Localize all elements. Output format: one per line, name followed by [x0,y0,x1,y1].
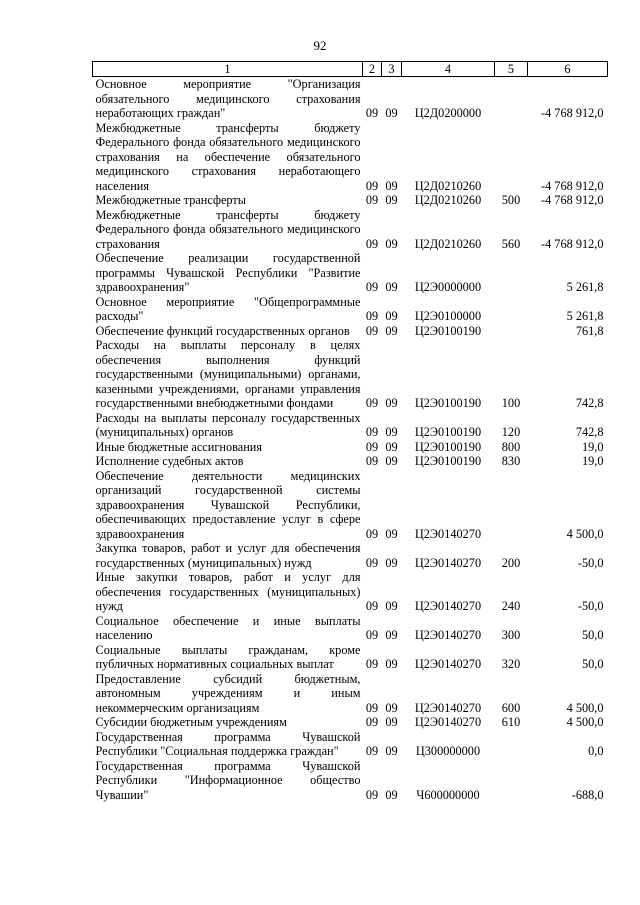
row-section: 09 [365,396,379,410]
row-name: Обеспечение функций государственных органов [95,323,350,338]
row-name: Иные бюджетные ассигнования [95,439,263,454]
row-target-code: Ч600000000 [416,787,480,802]
row-expense-type: 610 [501,715,521,729]
row-subsection: 09 [385,657,398,671]
row-subsection: 09 [385,323,398,338]
row-expense-type [495,730,528,759]
row-section: 09 [365,236,379,251]
row-expense-type: 600 [501,700,521,715]
row-section: 09 [365,106,379,120]
row-subsection: 09 [385,425,398,439]
row-subsection: 09 [385,715,398,729]
row-name: Государственная программа Чувашской Республики "Социальная поддержка граждан" [95,729,361,758]
table-row [93,614,608,643]
row-amount: 4 500,0 [566,700,604,715]
row-amount: -4 768 912,0 [540,106,604,120]
row-target-code: Ц2Д0200000 [414,106,482,120]
row-target-code: Ц2Э0140270 [414,628,482,642]
row-expense-type: 240 [501,599,521,613]
row-expense-type [495,759,528,803]
row-expense-type: 560 [501,236,521,251]
row-target-code: Ц2Э0140270 [414,599,482,613]
row-section: 09 [365,700,379,715]
row-name: Социальное обеспечение и иные выплаты населению [95,613,361,642]
row-target-code: Ц2Э0140270 [414,526,482,541]
table-row [93,469,608,542]
table-row [93,643,608,672]
row-subsection: 09 [385,439,398,454]
table-row [93,121,608,194]
row-target-code: Ц2Э0140270 [414,700,482,715]
row-subsection: 09 [385,628,398,642]
row-target-code: Ц300000000 [415,744,481,758]
row-subsection: 09 [385,744,398,758]
row-name: Основное мероприятие "Организация обязательного медицинского страхования неработающих граждан" [95,77,361,120]
row-name: Межбюджетные трансферты бюджету Федерального фонда обязательного медицинского страхования [95,207,361,251]
row-subsection: 09 [385,178,398,193]
row-name: Иные закупки товаров, работ и услуг для обеспечения государственных (муниципальных) нужд [95,570,361,613]
row-section: 09 [365,323,379,338]
row-expense-type: 320 [501,657,521,671]
row-amount: -688,0 [571,787,604,802]
row-amount: 761,8 [575,323,604,338]
row-expense-type [495,295,528,324]
row-amount: -50,0 [577,599,604,613]
table-row [93,440,608,455]
table-row [93,541,608,570]
row-target-code: Ц2Д0210260 [414,178,482,193]
table-header [93,62,608,77]
header-col-5: 5 [495,62,528,77]
header-col-3: 3 [382,62,402,77]
row-section: 09 [365,599,379,613]
row-section: 09 [365,193,379,207]
row-subsection: 09 [385,396,398,410]
row-expense-type: 300 [501,628,521,642]
table-row [93,77,608,121]
row-amount: -4 768 912,0 [540,236,604,251]
row-name: Государственная программа Чувашской Республики "Информационное общество Чувашии" [95,758,361,802]
header-col-1: 1 [93,62,363,77]
row-section: 09 [365,309,379,323]
row-amount: 50,0 [581,628,604,642]
page-number: 92 [313,38,327,53]
table-row [93,295,608,324]
row-section: 09 [365,628,379,642]
row-section: 09 [365,178,379,193]
row-target-code: Ц2Э0100190 [414,396,482,410]
row-amount: 5 261,8 [566,309,604,323]
row-name: Межбюджетные трансферты [95,193,247,207]
row-expense-type: 830 [501,454,521,468]
table-row [93,324,608,339]
row-amount: -4 768 912,0 [540,193,604,207]
row-expense-type [495,469,528,542]
table-row [93,208,608,252]
row-subsection: 09 [385,454,398,468]
table-row [93,454,608,469]
header-col-6: 6 [528,62,608,77]
row-target-code: Ц2Э0100000 [414,309,482,323]
header-col-2: 2 [363,62,382,77]
row-expense-type [495,324,528,339]
row-target-code: Ц2Э0140270 [414,657,482,671]
row-section: 09 [365,555,379,570]
row-amount: 742,8 [575,425,604,439]
row-section: 09 [365,526,379,541]
row-name: Социальные выплаты гражданам, кроме публичных нормативных социальных выплат [95,642,361,671]
row-expense-type [495,77,528,121]
row-section: 09 [365,657,379,671]
row-expense-type: 500 [501,193,521,207]
row-amount: 5 261,8 [566,280,604,294]
row-name: Исполнение судебных актов [95,454,244,468]
row-name: Расходы на выплаты персоналу в целях обеспечения выполнения функций государственными (муниципальными) органами, казенными учреждениями, органами управления государственными внебюджетными фондами [95,338,361,410]
row-expense-type: 120 [501,425,521,439]
row-subsection: 09 [385,106,398,120]
row-name: Субсидии бюджетным учреждениям [95,715,287,729]
row-subsection: 09 [385,599,398,613]
table-row [93,715,608,730]
table-row [93,672,608,716]
row-subsection: 09 [385,193,398,207]
row-target-code: Ц2Э0140270 [414,715,482,729]
row-target-code: Ц2Д0210260 [414,193,482,207]
row-name: Расходы на выплаты персоналу государственных (муниципальных) органов [95,410,361,439]
row-subsection: 09 [385,309,398,323]
row-amount: 4 500,0 [566,526,604,541]
table-row [93,759,608,803]
row-expense-type: 200 [501,555,521,570]
row-name: Закупка товаров, работ и услуг для обеспечения государственных (муниципальных) нужд [95,541,361,570]
row-subsection: 09 [385,700,398,715]
row-section: 09 [365,787,379,802]
row-section: 09 [365,744,379,758]
row-expense-type: 100 [501,396,521,410]
table-row [93,411,608,440]
header-col-4: 4 [402,62,495,77]
budget-table [92,61,608,802]
row-target-code: Ц2Э0000000 [414,280,482,294]
row-amount: -4 768 912,0 [540,178,604,193]
row-name: Предоставление субсидий бюджетным, автономным учреждениям и иным некоммерческим организациям [95,671,361,715]
header-row [93,62,608,77]
row-name: Межбюджетные трансферты бюджету Федерального фонда обязательного медицинского страхования на обеспечение обязательного медицинского страхования неработающего населения [95,120,361,193]
table-row [93,193,608,208]
table-row [93,251,608,295]
row-target-code: Ц2Э0100190 [414,425,482,439]
row-target-code: Ц2Э0100190 [414,454,482,468]
row-amount: 0,0 [588,744,604,758]
table-body [93,77,608,803]
row-target-code: Ц2Э0100190 [414,439,482,454]
row-name: Обеспечение деятельности медицинских организаций государственной системы здравоохранения Чувашской Республики, обеспечивающих предоставление услуг в сфере здравоохранения [95,468,361,541]
row-name: Основное мероприятие "Общепрограммные расходы" [95,294,361,323]
row-subsection: 09 [385,526,398,541]
row-section: 09 [365,439,379,454]
table-row [93,570,608,614]
row-section: 09 [365,280,379,294]
row-subsection: 09 [385,787,398,802]
row-target-code: Ц2Д0210260 [414,236,482,251]
row-expense-type: 800 [501,439,521,454]
row-section: 09 [365,715,379,729]
table-row [93,730,608,759]
row-expense-type [495,251,528,295]
row-amount: 19,0 [581,454,604,468]
table-row [93,338,608,411]
row-section: 09 [365,454,379,468]
row-target-code: Ц2Э0140270 [414,555,482,570]
row-amount: 19,0 [581,439,604,454]
row-subsection: 09 [385,236,398,251]
row-section: 09 [365,425,379,439]
row-target-code: Ц2Э0100190 [414,323,482,338]
row-expense-type [495,121,528,194]
row-amount: 50,0 [581,657,604,671]
row-amount: 4 500,0 [566,715,604,729]
row-amount: 742,8 [575,396,604,410]
row-subsection: 09 [385,555,398,570]
row-name: Обеспечение реализации государственной программы Чувашской Республики "Развитие здравоохранения" [95,251,361,294]
row-amount: -50,0 [577,555,604,570]
row-subsection: 09 [385,280,398,294]
